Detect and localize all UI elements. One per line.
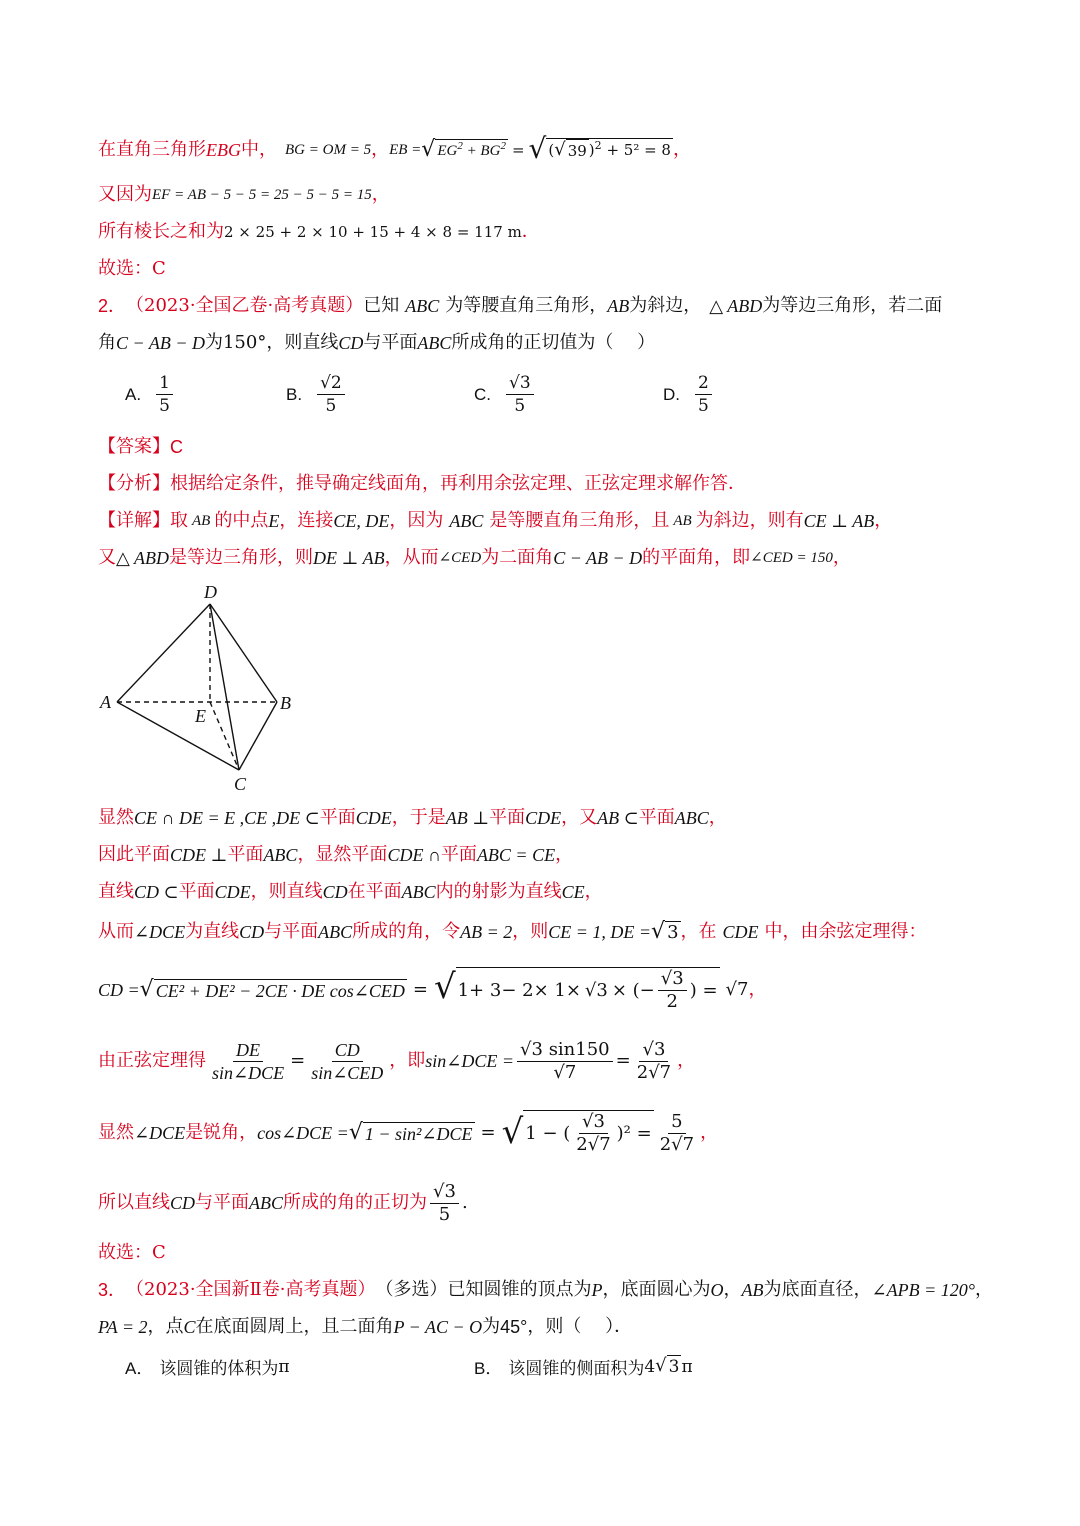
math: AB <box>673 513 692 529</box>
math: AB ⊥ <box>445 808 490 828</box>
text: ， <box>748 979 767 1000</box>
text: 显然 <box>98 1122 134 1143</box>
math: ABC <box>405 296 440 316</box>
text: ，显然平面 <box>297 844 388 865</box>
text: ，即 <box>389 1050 426 1071</box>
label-c: C <box>234 774 247 794</box>
text: 与平面 <box>264 921 319 942</box>
math: CE ∩ DE = E ,CE ,DE ⊂ <box>134 808 320 828</box>
text: 又 <box>98 547 116 568</box>
math: AB <box>607 296 630 316</box>
text: ， <box>672 139 691 160</box>
analysis-text: 根据给定条件，推导确定线面角，再利用余弦定理、正弦定理求解作答． <box>170 473 746 494</box>
text: . <box>461 1192 468 1213</box>
text: ， <box>723 1279 742 1300</box>
text: 为二面角 <box>481 547 554 568</box>
solution-step-2 <box>98 843 573 867</box>
text: 平面 <box>440 844 477 865</box>
math: AB ⊂ <box>597 808 639 828</box>
math: 7 <box>737 979 749 1000</box>
sqrt-expression: √ CE² + DE² − 2CE · DE cos∠CED <box>139 976 405 1002</box>
math: CE = 1, DE = <box>548 922 652 942</box>
question-source: （2023·全国新Ⅱ卷·高考真题） <box>126 1279 376 1300</box>
text: 从而 <box>98 921 134 942</box>
math: CD <box>170 1193 196 1213</box>
math: CDE ∩ <box>387 845 441 865</box>
answer-tag: 【答案】 <box>98 436 170 457</box>
math: C <box>183 1317 196 1337</box>
question-number: 3． <box>98 1280 127 1300</box>
option-text: 该圆锥的体积为 <box>159 1359 279 1379</box>
fraction: $\frac{√3 \sin 150}{√7}$ <box>517 1039 613 1084</box>
math: ABC <box>674 808 709 828</box>
math: 45° <box>500 1317 528 1337</box>
text: ，则 <box>512 921 549 942</box>
math: CD <box>322 882 348 902</box>
formula-cos <box>98 1108 718 1158</box>
text: （多选）已知圆锥的顶点为 <box>375 1279 592 1300</box>
text: 内的射影为直线 <box>435 881 562 902</box>
question-2-stem-2 <box>98 331 655 355</box>
text: 所有棱长之和为 <box>98 221 224 242</box>
text: ， <box>874 510 893 531</box>
math: BG = OM = 5 <box>285 142 372 158</box>
text: 与平面 <box>363 332 418 353</box>
math: ABC <box>449 511 484 531</box>
fraction: $\frac{CD}{\text{sin∠CED}}$ <box>311 1039 384 1083</box>
question-3-stem-2 <box>98 1315 632 1339</box>
text: 平面 <box>638 807 675 828</box>
answer-line <box>98 435 183 459</box>
math: = <box>615 1050 631 1071</box>
text: 故选：C <box>98 1242 166 1263</box>
sqrt-expression: √ 1 − ( $\frac{√3}{2√7}$ )² = <box>501 1111 652 1155</box>
math: CD ⊂ <box>134 882 179 902</box>
text: ，点 <box>147 1316 184 1337</box>
text: 为等边三角形，若二面 <box>762 295 943 316</box>
math: EF = AB − 5 − 5 = 25 − 5 − 5 = 15 <box>152 187 372 203</box>
math: △ ABD <box>709 296 763 316</box>
detail-tag: 【详解】 <box>98 510 170 531</box>
text: ， <box>708 807 727 828</box>
math: P <box>591 1280 603 1300</box>
option-label: B． <box>474 1359 503 1378</box>
math: CDE <box>214 882 251 902</box>
math: π <box>681 1356 693 1377</box>
text: 所成的角，令 <box>352 921 461 942</box>
text: ，连接 <box>279 510 334 531</box>
question-number: 2． <box>98 296 127 316</box>
math: ABC <box>401 882 436 902</box>
math: ABC <box>249 1193 284 1213</box>
math: ABC = CE <box>476 845 556 865</box>
detail-line-1 <box>98 509 892 533</box>
math: ABC <box>417 333 452 353</box>
text: ， <box>371 184 390 205</box>
math: CD <box>239 922 265 942</box>
math: CE, DE <box>333 511 390 531</box>
text: 为斜边， <box>629 295 702 316</box>
text: 的中点 <box>214 510 269 531</box>
math: 4 <box>644 1356 656 1377</box>
edge-da <box>117 604 210 702</box>
text: 在平面 <box>347 881 402 902</box>
sqrt-expression: √ 1+ 3− 2× 1× √ 3 × (− $\frac{√3}{2}$ ) = <box>433 967 718 1012</box>
option-a[interactable] <box>125 1354 290 1379</box>
option-a[interactable] <box>125 372 176 417</box>
text: ，则直线 <box>250 881 323 902</box>
math: PA = 2 <box>98 1317 148 1337</box>
edge-ec <box>210 702 239 770</box>
math: 2 × 25 + 2 × 10 + 15 + 4 × 8 = 117 m <box>224 223 522 241</box>
fraction: $\frac{√3}{5}$ <box>506 372 534 417</box>
math: CD <box>338 333 364 353</box>
text: 所成的角的正切为 <box>283 1192 428 1213</box>
label-d: D <box>204 582 217 602</box>
label-b: B <box>280 693 291 713</box>
solution-line-2 <box>98 183 390 207</box>
text: ， <box>371 139 390 160</box>
text: ，在 <box>680 921 717 942</box>
text: ， <box>974 1279 993 1300</box>
detail-line-2 <box>98 546 851 570</box>
edge-dc <box>210 604 239 770</box>
solution-step-4 <box>98 920 927 944</box>
text: ，则（ ）． <box>527 1316 633 1337</box>
formula-cd: CD = √ CE² + DE² − 2CE · DE cos∠CED = √ 1+ 3− 2× 1× √ 3 × (− $\frac{√3}{2}$ ) = √ 7 ， <box>98 967 767 1012</box>
text: ． <box>521 221 540 242</box>
solution-line-1 <box>98 132 691 165</box>
option-b[interactable] <box>474 1354 693 1379</box>
label-a: A <box>100 692 111 712</box>
text: 中， <box>241 139 277 160</box>
edge-bc <box>239 702 277 770</box>
text: ， <box>555 844 574 865</box>
text: 取 <box>170 510 188 531</box>
option-label: D. <box>663 384 680 404</box>
math: ∠DCE <box>134 922 186 942</box>
text: 故选：C <box>98 258 166 279</box>
analysis-tag: 【分析】 <box>98 473 170 494</box>
option-b[interactable] <box>286 372 348 417</box>
text: 角 <box>98 332 116 353</box>
text: 中，由余弦定理得： <box>764 921 927 942</box>
math: cos∠DCE = <box>257 1123 349 1143</box>
text: 已知 <box>363 295 400 316</box>
math: = <box>290 1050 306 1071</box>
text: ，因为 <box>389 510 444 531</box>
math: AB <box>192 513 211 529</box>
text: 为 <box>482 1316 501 1337</box>
math: C − AB − D <box>553 548 643 568</box>
math: CDE <box>722 922 759 942</box>
text: 直线 <box>98 881 134 902</box>
math: π <box>278 1356 290 1377</box>
question-3-stem <box>98 1278 993 1302</box>
solution-step-3 <box>98 880 603 904</box>
label-e: E <box>195 706 206 726</box>
math: ∠APB = 120° <box>871 1280 975 1300</box>
text: 平面 <box>489 807 526 828</box>
text: ， <box>832 547 851 568</box>
formula-sine-law <box>98 1036 695 1086</box>
fraction: $\frac{1}{5}$ <box>156 372 173 417</box>
math: CDE <box>355 808 392 828</box>
option-label: A． <box>125 1359 154 1378</box>
edge-ac <box>117 702 239 770</box>
math: P − AC − O <box>393 1317 483 1337</box>
text: 由正弦定理得 <box>98 1050 206 1071</box>
text: 平面 <box>178 881 215 902</box>
question-2-stem <box>98 294 942 318</box>
text: ， <box>584 881 603 902</box>
math: ABC <box>318 922 353 942</box>
text: ， <box>700 1122 719 1143</box>
math: ∠CED <box>438 550 482 566</box>
text: 的平面角，即 <box>642 547 751 568</box>
text: 为底面直径， <box>763 1279 872 1300</box>
fraction: $\frac{5}{2√7}$ <box>659 1110 695 1155</box>
answer-choice-line <box>98 257 166 281</box>
option-label: B. <box>286 384 303 404</box>
math: CDE <box>525 808 562 828</box>
math: CE ⊥ AB <box>803 511 875 531</box>
edge-db <box>210 604 277 702</box>
text: 所成角的正切值为（ ） <box>451 332 656 353</box>
option-c[interactable] <box>474 372 537 417</box>
fraction: $\frac{√3}{2√7}$ <box>636 1038 672 1083</box>
option-text: 该圆锥的侧面积为 <box>508 1359 645 1379</box>
option-d[interactable] <box>663 372 715 417</box>
text: 为等腰直角三角形， <box>445 295 608 316</box>
text: 显然 <box>98 807 134 828</box>
text: 为 <box>204 332 223 353</box>
text: 在直角三角形 <box>98 139 206 160</box>
sqrt-3: √ 3 <box>651 918 679 944</box>
math: CD = <box>98 980 140 1000</box>
text: 是等边三角形，则 <box>169 547 314 568</box>
text: 在底面圆周上，且二面角 <box>195 1316 394 1337</box>
text: 是锐角， <box>185 1122 258 1143</box>
option-label: C. <box>474 384 491 404</box>
answer-value: C <box>170 437 183 457</box>
text: 与平面 <box>195 1192 250 1213</box>
conclusion-line <box>98 1178 468 1228</box>
sqrt-3: √ 3 <box>655 1355 680 1377</box>
math: AB <box>741 1280 764 1300</box>
tetrahedron-figure <box>95 578 305 798</box>
text: 是等腰直角三角形，且 <box>489 510 670 531</box>
text: 因此平面 <box>98 844 170 865</box>
question-source: （2023·全国乙卷·高考真题） <box>126 295 364 316</box>
math: CE <box>561 882 585 902</box>
math: = <box>412 979 428 1000</box>
math: = <box>480 1122 496 1143</box>
sqrt-expression: √ 1 − sin²∠DCE <box>348 1119 473 1145</box>
math: ∠DCE <box>134 1123 186 1143</box>
math: ABC <box>263 845 298 865</box>
fraction: $\frac{2}{5}$ <box>695 372 712 417</box>
option-label: A. <box>125 384 142 404</box>
math: CDE ⊥ <box>170 845 228 865</box>
text: ，又 <box>561 807 598 828</box>
fraction: $\frac{DE}{\text{sin∠DCE}}$ <box>212 1039 285 1083</box>
text: 所以直线 <box>98 1192 170 1213</box>
text: 为斜边，则有 <box>695 510 804 531</box>
math: sin∠DCE = <box>425 1051 515 1071</box>
text: ， <box>677 1050 696 1071</box>
math: EB = <box>389 142 422 158</box>
math: C − AB − D <box>116 333 205 353</box>
text: 平面 <box>227 844 264 865</box>
text: ，则直线 <box>266 332 339 353</box>
math: E <box>268 511 280 531</box>
text: 为直线 <box>185 921 240 942</box>
math: O <box>710 1280 724 1300</box>
math: AB = 2 <box>460 922 513 942</box>
fraction: $\frac{√3}{5}$ <box>430 1181 459 1226</box>
text: ，从而 <box>384 547 439 568</box>
math: △ ABD <box>116 548 170 568</box>
fraction: $\frac{√2}{5}$ <box>317 372 345 417</box>
final-answer <box>98 1241 166 1265</box>
sqrt-expression: √ ( √ 39 )$^2$ + 5² = 8 <box>528 132 671 165</box>
math: EBG <box>206 140 241 160</box>
sqrt-expression: √ $EG^2 + BG^2$ <box>421 136 506 162</box>
math: = <box>511 141 525 159</box>
solution-step-1 <box>98 806 727 830</box>
text: 平面 <box>319 807 356 828</box>
math: DE ⊥ AB <box>313 548 385 568</box>
math: 150° <box>222 332 267 353</box>
solution-line-3 <box>98 220 540 244</box>
text: ，底面圆心为 <box>602 1279 711 1300</box>
math: ∠CED = 150 <box>750 550 833 566</box>
text: 又因为 <box>98 184 152 205</box>
analysis-line <box>98 472 746 496</box>
text: ，于是 <box>391 807 446 828</box>
